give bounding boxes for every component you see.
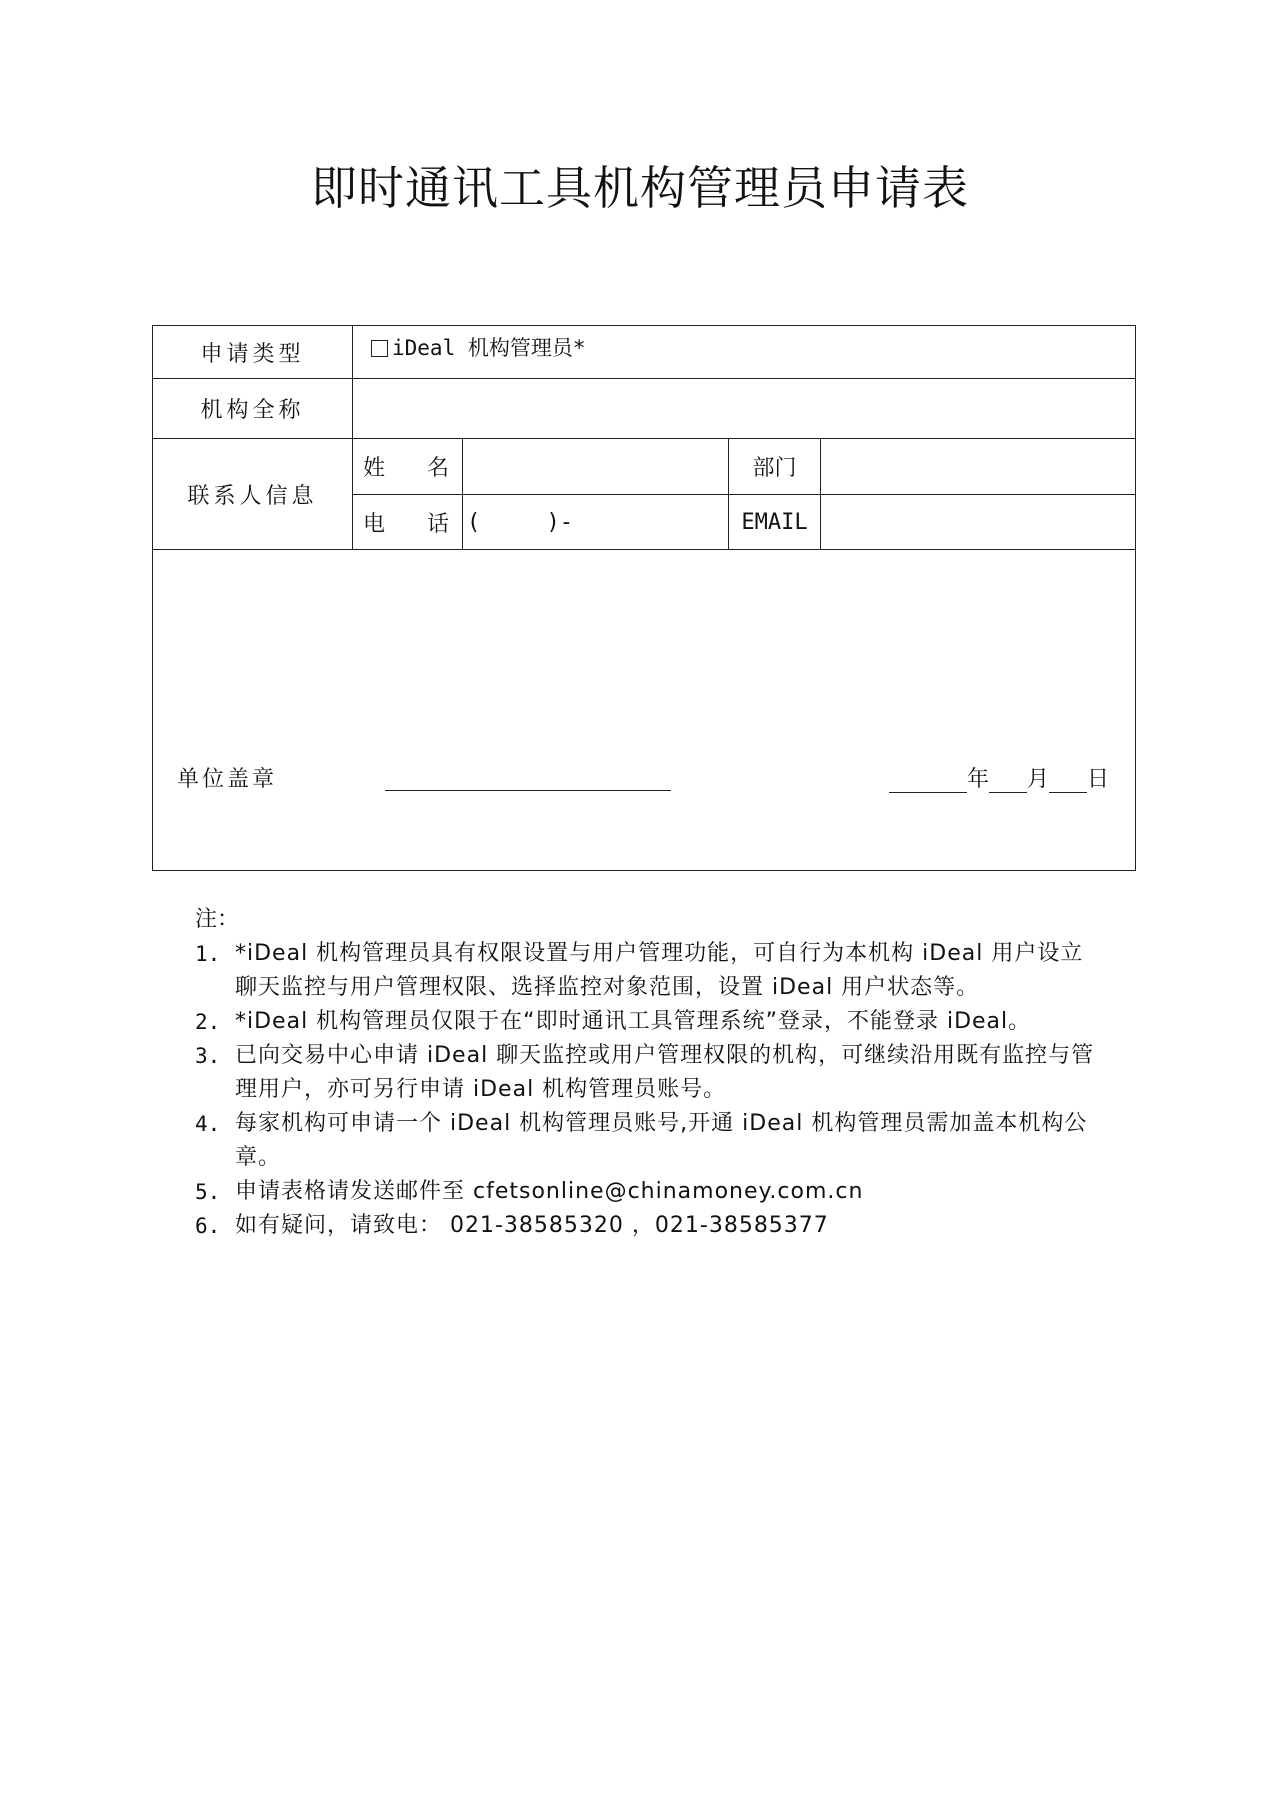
note-item [195,1005,1095,1039]
institution-name-label: 机构全称 [153,379,353,439]
application-form-table [152,325,1136,871]
note-text: 如有疑问，请致电： 021-38585320 ，021-38585377 [235,1213,829,1238]
seal-label: 单位盖章 [177,767,278,792]
note-text: 已向交易中心申请 iDeal 聊天监控或用户管理权限的机构，可继续沿用既有监控与管理用户，亦可另行申请 iDeal 机构管理员账号。 [235,1043,1095,1102]
application-type-row [153,326,1136,379]
page-title: 即时通讯工具机构管理员申请表 [311,161,969,215]
note-item [195,937,1095,1005]
name-label-char-2: 名 [426,456,449,481]
notes-heading: 注： [195,907,240,932]
contact-phone-field[interactable]: ( )- [463,495,729,550]
note-number: 3. [195,1044,221,1068]
date-year-label: 年 [966,767,989,792]
checkbox-icon[interactable] [371,340,388,357]
note-number: 4. [195,1112,221,1136]
application-type-option[interactable] [353,326,1136,379]
note-number: 1. [195,942,221,966]
name-label-char-1: 姓 [363,456,386,481]
seal-area [153,550,1135,870]
department-field[interactable] [821,439,1136,495]
application-type-value: iDeal 机构管理员* [392,336,586,360]
department-label: 部门 [729,439,821,495]
note-text: *iDeal 机构管理员仅限于在“即时通讯工具管理系统”登录，不能登录 iDeal。 [235,1009,1032,1034]
email-field[interactable] [821,495,1136,550]
seal-row [153,550,1136,871]
note-item [195,1209,1095,1243]
note-item [195,1107,1095,1175]
contact-name-row [153,439,1136,495]
institution-name-field[interactable] [353,379,1136,439]
phone-label-char-1: 电 [363,511,386,537]
institution-name-row [153,379,1136,439]
contact-phone-label [353,495,463,550]
seal-signature-line[interactable] [385,790,671,791]
application-type-label: 申请类型 [153,326,353,379]
date-month-blank[interactable] [989,766,1027,793]
note-number: 6. [195,1214,221,1238]
date-line [889,762,1109,793]
date-month-label: 月 [1026,767,1049,792]
note-item [195,1039,1095,1107]
contact-name-label [353,439,463,495]
note-number: 2. [195,1010,221,1034]
note-text: 每家机构可申请一个 iDeal 机构管理员账号,开通 iDeal 机构管理员需加盖本机构公章。 [235,1111,1088,1170]
email-label: EMAIL [729,495,821,550]
contact-info-label: 联系人信息 [153,439,353,550]
note-text: 申请表格请发送邮件至 cfetsonline@chinamoney.com.cn [235,1179,864,1204]
note-number: 5. [195,1180,221,1204]
phone-label-char-2: 话 [426,511,449,537]
notes-section [195,903,1095,1243]
date-year-blank[interactable] [889,766,967,793]
note-item [195,1175,1095,1209]
note-text: *iDeal 机构管理员具有权限设置与用户管理功能，可自行为本机构 iDeal 用户设立聊天监控与用户管理权限、选择监控对象范围，设置 iDeal 用户状态等。 [235,941,1084,1000]
contact-name-field[interactable] [463,439,729,495]
seal-cell [153,550,1136,871]
date-day-label: 日 [1087,767,1110,792]
date-day-blank[interactable] [1049,766,1087,793]
